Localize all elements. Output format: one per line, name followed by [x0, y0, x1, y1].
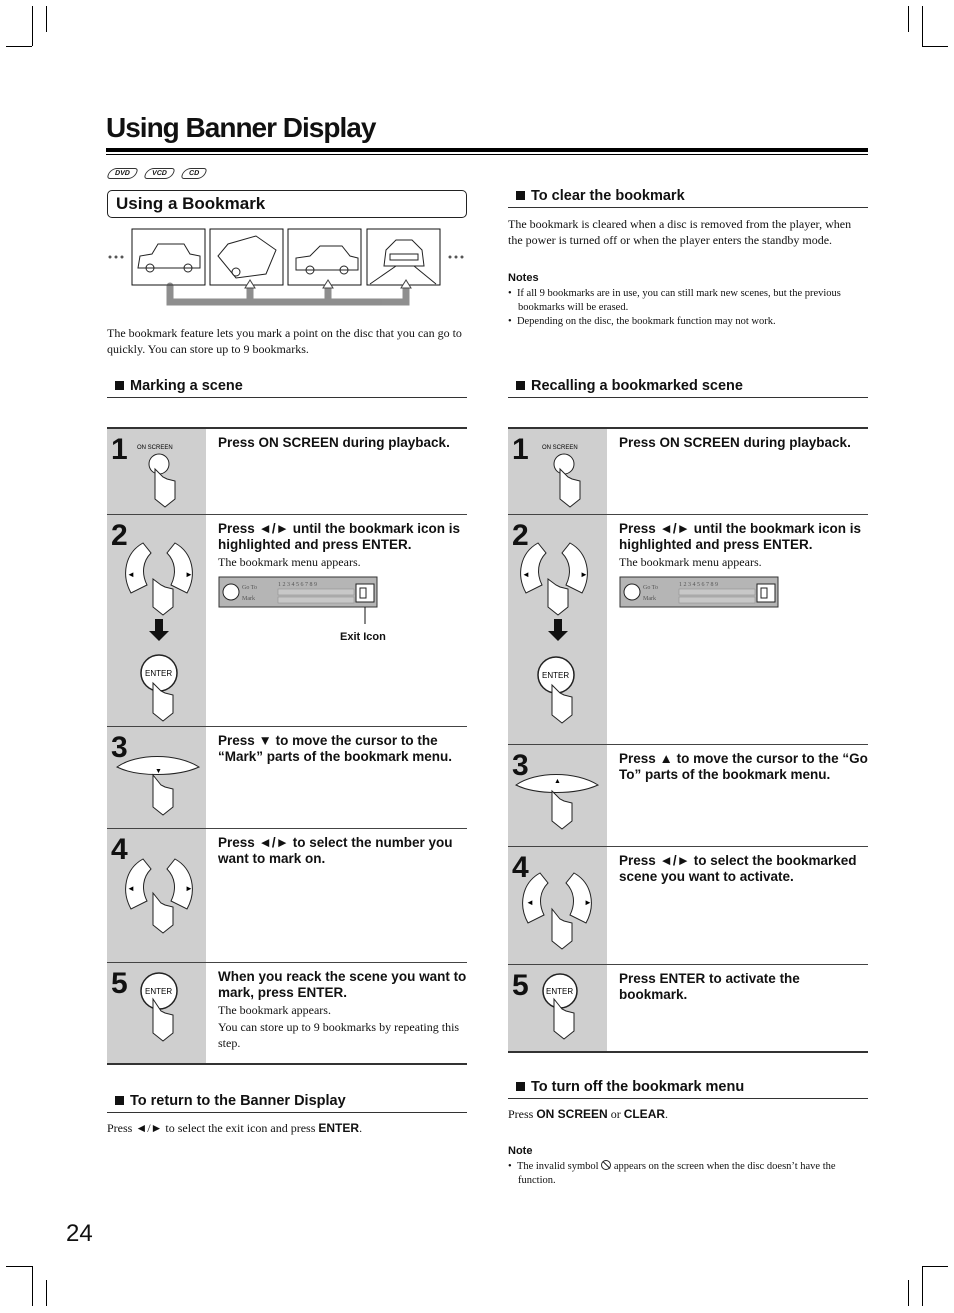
marking-step-2 — [107, 515, 467, 727]
svg-text:▼: ▼ — [155, 767, 162, 775]
enter-button-icon — [107, 963, 206, 1063]
svg-text:ON SCREEN: ON SCREEN — [137, 445, 173, 451]
svg-text:►: ► — [580, 570, 588, 579]
clear-text: The bookmark is cleared when a disc is removed from the player, when the power is turned off or when the player enters the standby mode. — [508, 217, 852, 247]
bookmark-menu-osd — [619, 576, 789, 612]
svg-text:ENTER: ENTER — [546, 987, 574, 996]
svg-text:ENTER: ENTER — [145, 987, 173, 996]
svg-text:ENTER: ENTER — [542, 671, 570, 680]
bookmark-menu-osd — [218, 576, 388, 636]
turn-off-heading: To turn off the bookmark menu — [508, 1079, 868, 1099]
marking-step-1 — [107, 429, 467, 515]
svg-text:◄: ◄ — [526, 898, 534, 907]
up-button-icon — [508, 745, 607, 847]
step-instruction: Press ON SCREEN during playback. — [218, 435, 450, 450]
step-instruction: Press ▼ to move the cursor to the “Mark” parts of the bookmark menu. — [218, 733, 453, 764]
recalling-heading: Recalling a bookmarked scene — [508, 378, 868, 398]
turn-off-note-heading: Note — [508, 1145, 533, 1157]
enter-button-icon — [508, 965, 607, 1051]
step-note: The bookmark menu appears. — [619, 555, 762, 569]
step-number: 5 — [512, 969, 529, 1002]
marking-steps — [107, 427, 467, 1065]
on-screen-button-icon — [508, 429, 607, 515]
svg-text:1 2 3 4 5 6 7 8 9: 1 2 3 4 5 6 7 8 9 — [278, 582, 317, 588]
step-instruction: Press ◄/► until the bookmark icon is highlighted and press ENTER. — [218, 521, 461, 552]
step-instruction: Press ◄/► until the bookmark icon is highlighted and press ENTER. — [619, 521, 862, 552]
step-number: 3 — [111, 731, 128, 764]
turn-off-note: • The invalid symbol appears on the screen when the disc doesn’t have the function. — [508, 1161, 836, 1186]
disc-badges — [108, 168, 206, 179]
step-note: The bookmark appears. — [218, 1003, 331, 1017]
clear-note-1: • If all 9 bookmarks are in use, you can still mark new scenes, but the previous bookmarks will be erased. — [508, 288, 841, 313]
svg-text:►: ► — [185, 884, 193, 893]
page-title: Using Banner Display — [106, 112, 376, 143]
svg-text:►: ► — [185, 570, 193, 579]
marking-step-4 — [107, 829, 467, 963]
title-rule — [106, 148, 868, 152]
return-banner-text: Press ◄/► to select the exit icon and press ENTER. — [107, 1121, 363, 1135]
svg-text:Go To: Go To — [242, 585, 257, 591]
recalling-steps — [508, 427, 868, 1053]
badge-cd: CD — [180, 168, 206, 179]
step-number: 5 — [111, 967, 128, 1000]
svg-text:◄: ◄ — [127, 570, 135, 579]
svg-text:Mark: Mark — [242, 596, 255, 602]
marking-step-3 — [107, 727, 467, 829]
clear-notes — [508, 287, 868, 329]
clear-notes-heading: Notes — [508, 272, 539, 284]
page-number: 24 — [66, 1220, 93, 1247]
title-rule-thin — [106, 154, 868, 155]
recalling-step-5 — [508, 965, 868, 1051]
recalling-step-1 — [508, 429, 868, 515]
svg-text:▲: ▲ — [554, 777, 561, 785]
bookmark-heading: Using a Bookmark — [107, 190, 467, 218]
bookmark-scenes-illustration — [106, 226, 468, 310]
recalling-step-4 — [508, 847, 868, 965]
left-right-button-icon — [107, 515, 206, 727]
clear-heading: To clear the bookmark — [508, 188, 868, 208]
exit-icon-label: Exit Icon — [340, 631, 386, 643]
svg-text:ON SCREEN: ON SCREEN — [542, 445, 578, 451]
left-right-button-icon — [107, 829, 206, 963]
return-banner-heading: To return to the Banner Display — [107, 1093, 467, 1113]
on-screen-button-icon — [107, 429, 206, 515]
svg-text:◄: ◄ — [522, 570, 530, 579]
step-instruction: Press ▲ to move the cursor to the “Go To” parts of the bookmark menu. — [619, 751, 868, 782]
step-number: 1 — [111, 433, 128, 466]
left-right-button-icon — [508, 847, 607, 965]
svg-text:◄: ◄ — [127, 884, 135, 893]
step-instruction: Press ◄/► to select the number you want to mark on. — [218, 835, 453, 866]
step-instruction: When you reack the scene you want to mark, press ENTER. — [218, 969, 467, 1000]
step-note-2: You can store up to 9 bookmarks by repeating this step. — [218, 1020, 460, 1050]
recalling-step-2 — [508, 515, 868, 745]
step-instruction: Press ENTER to activate the bookmark. — [619, 971, 800, 1002]
marking-step-5 — [107, 963, 467, 1063]
down-button-icon — [107, 727, 206, 829]
step-number: 2 — [512, 519, 529, 552]
badge-dvd: DVD — [107, 168, 138, 179]
step-number: 1 — [512, 433, 529, 466]
badge-vcd: VCD — [144, 168, 175, 179]
recalling-step-3 — [508, 745, 868, 847]
step-instruction: Press ◄/► to select the bookmarked scene you want to activate. — [619, 853, 857, 884]
svg-text:Mark: Mark — [643, 596, 656, 602]
clear-note-2: • Depending on the disc, the bookmark function may not work. — [508, 316, 776, 327]
marking-heading: Marking a scene — [107, 378, 467, 398]
step-number: 4 — [111, 833, 128, 866]
svg-text:Go To: Go To — [643, 585, 658, 591]
step-note: The bookmark menu appears. — [218, 555, 361, 569]
invalid-symbol-icon — [601, 1160, 611, 1170]
svg-text:1 2 3 4 5 6 7 8 9: 1 2 3 4 5 6 7 8 9 — [679, 582, 718, 588]
step-number: 2 — [111, 519, 128, 552]
step-number: 3 — [512, 749, 529, 782]
svg-text:ENTER: ENTER — [145, 669, 173, 678]
left-right-button-icon — [508, 515, 607, 745]
svg-text:►: ► — [584, 898, 592, 907]
turn-off-text: Press ON SCREEN or CLEAR. — [508, 1107, 669, 1121]
step-instruction: Press ON SCREEN during playback. — [619, 435, 851, 450]
step-number: 4 — [512, 851, 529, 884]
intro-text: The bookmark feature lets you mark a point on the disc that you can go to quickly. You can store up to 9 bookmarks. — [107, 326, 462, 356]
